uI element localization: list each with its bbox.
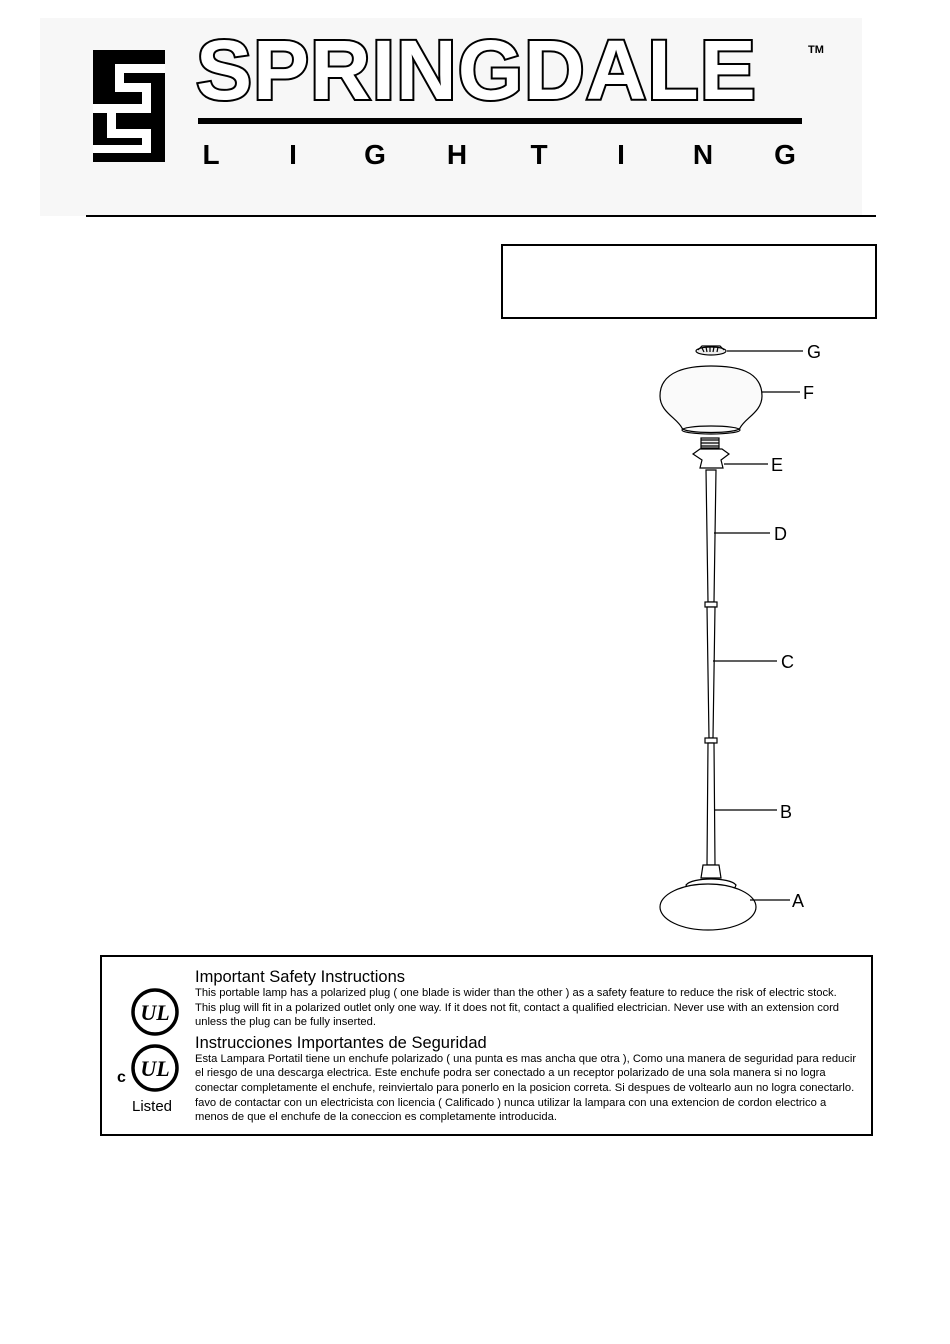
brand-subtitle-letter: N xyxy=(692,139,714,170)
brand-subtitle-letter: L xyxy=(202,139,220,170)
header-divider xyxy=(86,215,876,217)
lamp-drawing xyxy=(640,330,870,940)
brand-subtitle-letter: H xyxy=(446,139,468,170)
safety-text xyxy=(195,968,860,1125)
part-label-e: E xyxy=(771,455,784,475)
safety-title-spanish: Instrucciones Importantes de Seguridad xyxy=(195,1033,487,1052)
lamp-diagram xyxy=(640,330,870,940)
brand-name: SPRINGDALE xyxy=(196,23,757,117)
part-label-g: G xyxy=(807,342,822,362)
springdale-logo-icon xyxy=(93,50,165,162)
brand-subtitle-letter: G xyxy=(774,139,796,170)
trademark-symbol: TM xyxy=(808,44,824,56)
part-label-d: D xyxy=(774,524,787,544)
brand-underline xyxy=(198,118,802,124)
listed-label: Listed xyxy=(132,1098,173,1115)
brand-subtitle-letter: I xyxy=(617,139,625,170)
ul-logo-icon xyxy=(115,988,185,1098)
ul-listed-marks xyxy=(115,988,185,1118)
safety-body-spanish: Esta Lampara Portatil tiene un enchufe polarizado ( una punta es mas ancha que otra ), Como una manera de seguridad para reducir el riesgo de una descarga electrica. Este enchufe podra ser conectado a un receptor polarizado de una sola manera si no logra conectar completamente el enchufe, reinviertalo para ponerlo en la posicion correta. Si despues de voltearlo aun no logra conectarlo. favo de contactar con un electricista con licencia ( Calificado ) nunca utilizar la lampara con una extencion de cordon electrico a menos de que el enchufe de la coneccion es completamente introducida. xyxy=(195,1052,857,1124)
ul-listed-logo-text: UL xyxy=(140,1056,170,1081)
brand-subtitle-letter: I xyxy=(289,139,297,170)
ul-logo-text: UL xyxy=(140,1000,170,1025)
part-label-c: C xyxy=(781,652,794,672)
ul-country-mark: c xyxy=(117,1069,126,1086)
safety-body-english: This portable lamp has a polarized plug ( one blade is wider than the other ) as a safety feature to reduce the risk of electric stock. This plug will fit in a polarized outlet only one way. If it does not fit, contact a qualified electrician. Never use with an extension cord unless the plug can be fully inserted. xyxy=(195,987,840,1029)
part-label-a: A xyxy=(792,891,805,911)
brand-subtitle-letter: T xyxy=(530,139,548,170)
safety-title-english: Important Safety Instructions xyxy=(195,968,406,986)
model-number-box xyxy=(501,244,877,319)
part-label-f: F xyxy=(803,383,814,403)
part-label-b: B xyxy=(780,802,793,822)
brand-subtitle xyxy=(198,140,798,170)
brand-subtitle-letter: G xyxy=(364,139,386,170)
